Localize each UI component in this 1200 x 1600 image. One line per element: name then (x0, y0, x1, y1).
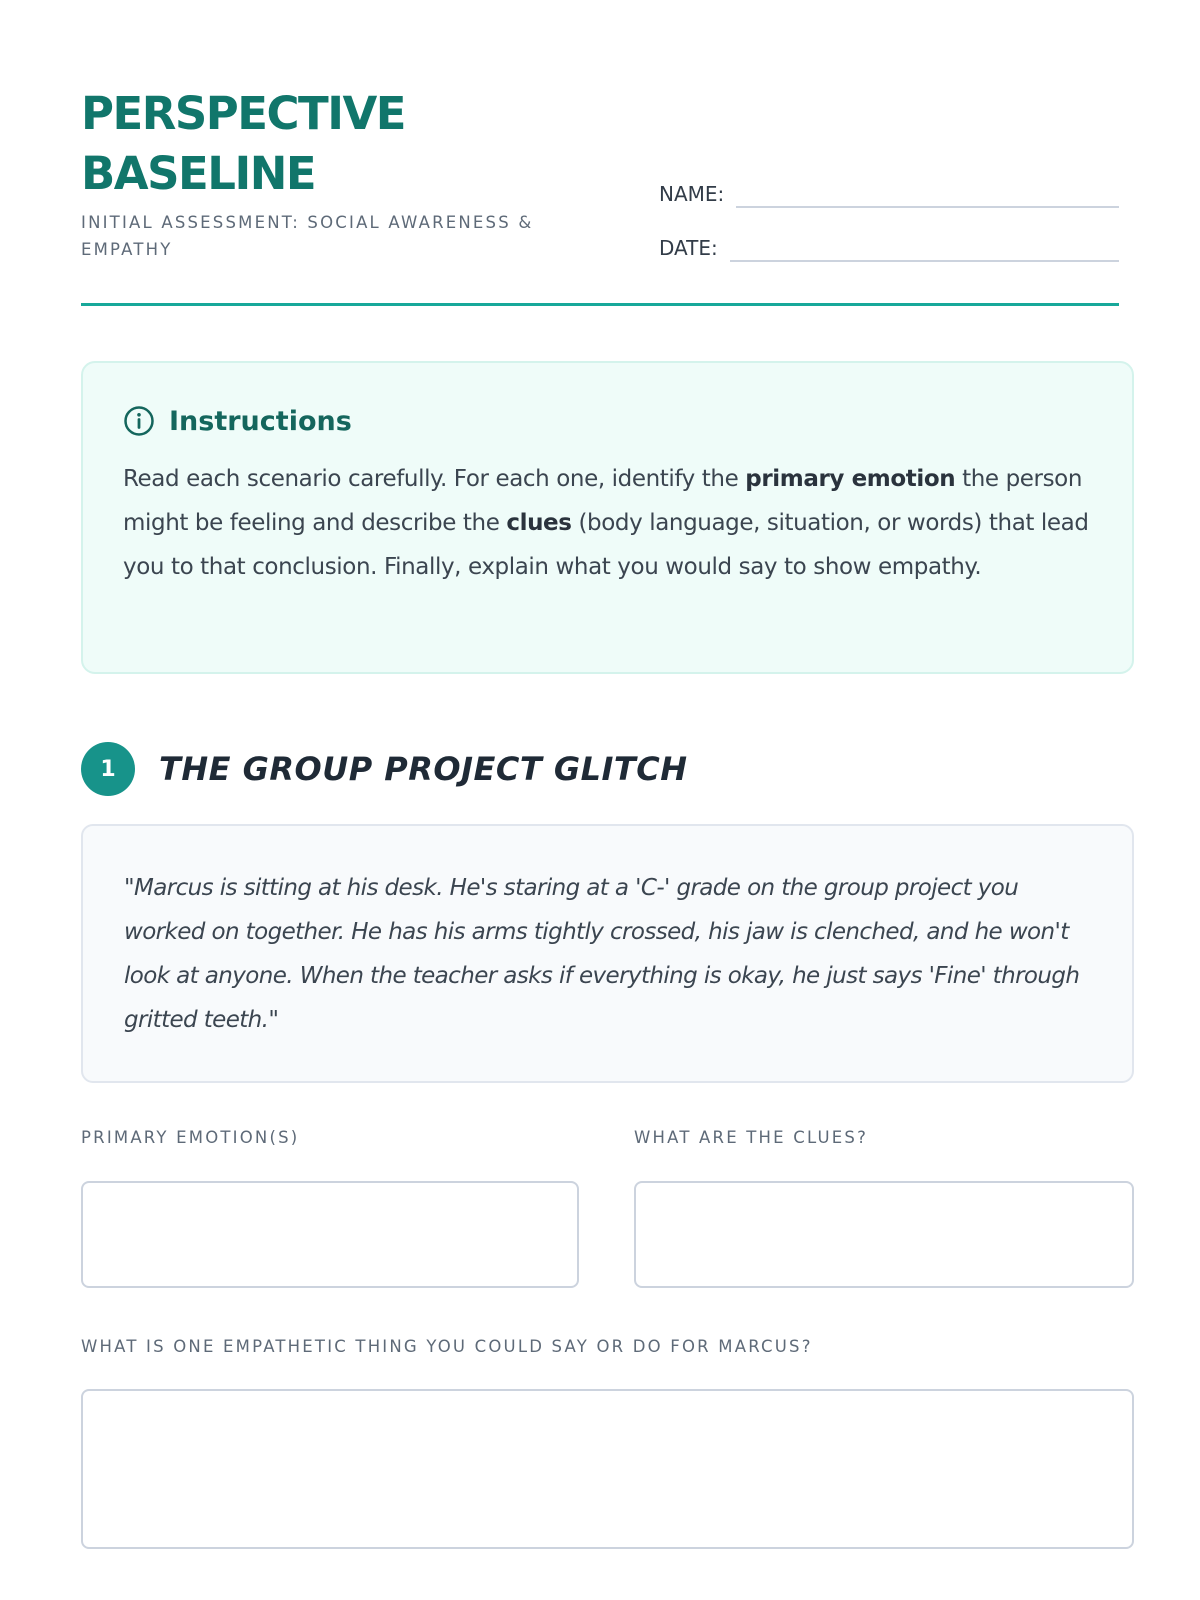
name-field[interactable] (736, 178, 1119, 208)
clues-label: WHAT ARE THE CLUES? (634, 1128, 869, 1147)
name-label: NAME: (659, 182, 725, 206)
name-row (659, 170, 1119, 208)
instructions-text-part-1: Read each scenario carefully. For each one, identify the (123, 466, 746, 492)
instructions-title: Instructions (169, 405, 352, 437)
worksheet-header (81, 0, 1119, 306)
instructions-box (81, 361, 1134, 674)
instructions-header (123, 403, 1092, 439)
page-subtitle: INITIAL ASSESSMENT: SOCIAL AWARENESS & EMPATHY (81, 213, 534, 259)
primary-emotion-field[interactable] (81, 1181, 579, 1288)
info-icon (123, 405, 155, 437)
scenario-box (81, 824, 1134, 1083)
scenario-title: THE GROUP PROJECT GLITCH (159, 750, 688, 788)
date-field[interactable] (730, 232, 1119, 262)
instructions-bold-clues: clues (506, 510, 572, 536)
instructions-text (123, 457, 1092, 589)
scenario-text: "Marcus is sitting at his desk. He's staring at a 'C-' grade on the group project you worked on together. He has his arms tightly crossed, his jaw is clenched, and he won't look at anyone. When the teacher asks if everything is okay, he just says 'Fine' through gritted teeth." (124, 875, 1080, 1033)
clues-field[interactable] (634, 1181, 1134, 1288)
primary-emotion-label: PRIMARY EMOTION(S) (81, 1128, 300, 1147)
page-title-line-2: BASELINE (81, 147, 316, 200)
page-title-line-1: PERSPECTIVE (81, 87, 406, 140)
student-info (659, 170, 1119, 278)
empathy-label: WHAT IS ONE EMPATHETIC THING YOU COULD SAY OR DO FOR MARCUS? (81, 1337, 813, 1356)
date-row (659, 224, 1119, 262)
page-title (81, 84, 405, 204)
instructions-text-part-2: the person might be feeling and describe the (123, 466, 1083, 536)
scenario-header (81, 742, 687, 796)
empathy-field[interactable] (81, 1389, 1134, 1549)
instructions-bold-primary-emotion: primary emotion (745, 466, 956, 492)
instructions-text-part-3: (body language, situation, or words) that lead you to that conclusion. Finally, explain what you would say to show empathy. (123, 510, 1089, 580)
date-label: DATE: (659, 236, 718, 260)
scenario-number-badge: 1 (81, 742, 135, 796)
